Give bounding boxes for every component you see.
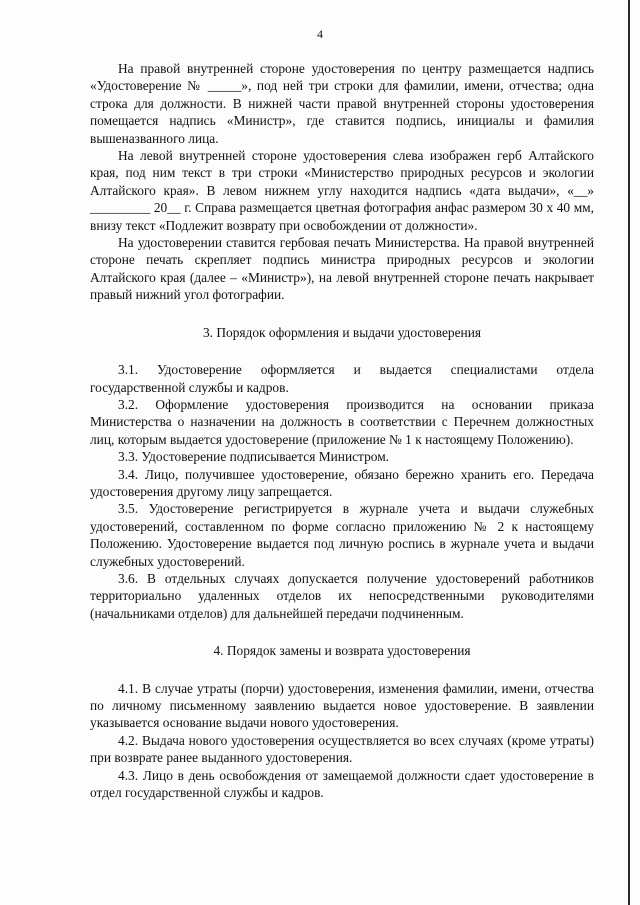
paragraph: 3.3. Удостоверение подписывается Министром. [118,449,390,465]
paragraph: 4.1. В случае утраты (порчи) удостоверения, изменения фамилии, имени, отчества по личному письменному заявлению выдается новое удостоверение. В заявлении указывается основание выдачи нового удостоверения. [90,680,594,731]
scan-edge-line [628,0,630,905]
paragraph: 3.1. Удостоверение оформляется и выдается специалистами отдела государственной службы и кадров. [90,362,594,395]
paragraph: На левой внутренней стороне удостоверения слева изображен герб Алтайского края, под ним текст в три строки «Министерство природных ресурсов и экологии Алтайского края». В левом нижнем углу находится надпись «дата выдачи», «__» _________ 20__ г. Справа размещается цветная фотография анфас размером 30 х 40 мм, внизу текст «Подлежит возврату при освобождении от должности». [90,148,594,233]
section-4-heading: 4. Порядок замены и возврата удостоверения [213,643,471,659]
paragraph: 4.2. Выдача нового удостоверения осуществляется во всех случаях (кроме утраты) при возврате ранее выданного удостоверения. [90,732,594,766]
paragraph: 3.6. В отдельных случаях допускается получение удостоверений работников территориально удаленных отделов их непосредственными руководителями (начальниками отделов) для дальнейшей передачи подчиненным. [90,570,594,621]
paragraph: На удостоверении ставится гербовая печать Министерства. На правой внутренней стороне печать скрепляет подпись министра природных ресурсов и экологии Алтайского края (далее – «Министр»), на левой внутренней стороне печать накрывает правый нижний угол фотографии. [90,235,594,303]
page-number: 4 [317,27,323,41]
paragraph: 3.2. Оформление удостоверения производится на основании приказа Министерства о назначении на должность в соответствии с Перечнем должностных лиц, которым выдается удостоверение (приложение № 1 к настоящему Положению). [90,396,594,447]
paragraph: На правой внутренней стороне удостоверения по центру размещается надпись «Удостоверение № _____», под ней три строки для фамилии, имени, отчества; одна строка для должности. В нижней части правой внутренней стороны удостоверения помещается надпись «Министр», где ставится подпись, инициалы и фамилия вышеназванного лица. [90,61,594,146]
paragraph: 4.3. Лицо в день освобождения от замещаемой должности сдает удостоверение в отдел государственной службы и кадров. [90,767,594,801]
paragraph: 3.5. Удостоверение регистрируется в журнале учета и выдачи служебных удостоверений, составленном по форме согласно приложению № 2 к настоящему Положению. Удостоверение выдается под личную роспись в журнале учета и выдачи служебных удостоверений. [90,501,594,569]
section-3-heading: 3. Порядок оформления и выдачи удостоверения [202,324,482,340]
paragraph: 3.4. Лицо, получившее удостоверение, обязано бережно хранить его. Передача удостоверения другому лицу запрещается. [90,466,594,499]
document-body [90,60,594,801]
